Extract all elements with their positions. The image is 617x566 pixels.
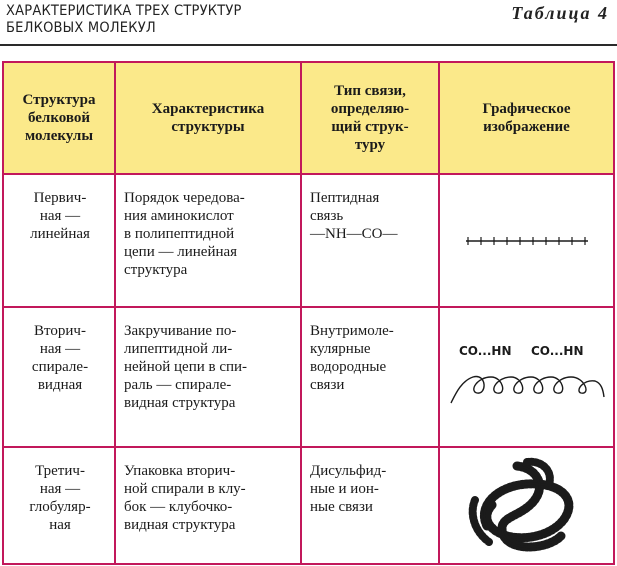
protein-structure-table bbox=[2, 61, 615, 565]
cell-characteristic-tertiary: Упаковка вторич- ной спирали в клу- бок — клубочко- видная структура bbox=[115, 447, 301, 564]
cell-characteristic-primary: Порядок чередова- ния аминокислот в полипептидной цепи — линейная структура bbox=[115, 174, 301, 307]
cell-bond-secondary: Внутримоле- кулярные водородные связи bbox=[301, 307, 439, 447]
linear-chain-icon bbox=[462, 231, 592, 251]
cell-structure-primary: Первич- ная — линейная bbox=[3, 174, 115, 307]
cell-structure-tertiary: Третич- ная — глобуляр- ная bbox=[3, 447, 115, 564]
header-rule bbox=[0, 44, 617, 46]
document-title: ХАРАКТЕРИСТИКА ТРЕХ СТРУКТУР БЕЛКОВЫХ МОЛЕКУЛ bbox=[6, 3, 242, 36]
cell-graphic-tertiary bbox=[439, 447, 614, 564]
column-header-characteristic: Характеристика структуры bbox=[115, 62, 301, 174]
cell-bond-tertiary: Дисульфид- ные и ион- ные связи bbox=[301, 447, 439, 564]
helix-icon bbox=[447, 337, 607, 417]
cell-graphic-secondary bbox=[439, 307, 614, 447]
helix-label-2: CO...HN bbox=[530, 344, 584, 358]
table-row-secondary bbox=[3, 307, 614, 447]
table-row-tertiary bbox=[3, 447, 614, 564]
table-number: Таблица 4 bbox=[511, 3, 609, 23]
helix-label-1: CO...HN bbox=[458, 344, 512, 358]
cell-characteristic-secondary: Закручивание по- липептидной ли- нейной цепи в спи- раль — спирале- видная структура bbox=[115, 307, 301, 447]
table-header-row bbox=[3, 62, 614, 174]
column-header-structure: Структура белковой молекулы bbox=[3, 62, 115, 174]
globule-icon bbox=[457, 456, 597, 556]
column-header-graphic: Графическое изображение bbox=[439, 62, 614, 174]
cell-structure-secondary: Вторич- ная — спирале- видная bbox=[3, 307, 115, 447]
column-header-bond-type: Тип связи, определяю- щий струк- туру bbox=[301, 62, 439, 174]
cell-graphic-primary bbox=[439, 174, 614, 307]
cell-bond-primary: Пептидная связь —NH—CO— bbox=[301, 174, 439, 307]
table-row-primary bbox=[3, 174, 614, 307]
